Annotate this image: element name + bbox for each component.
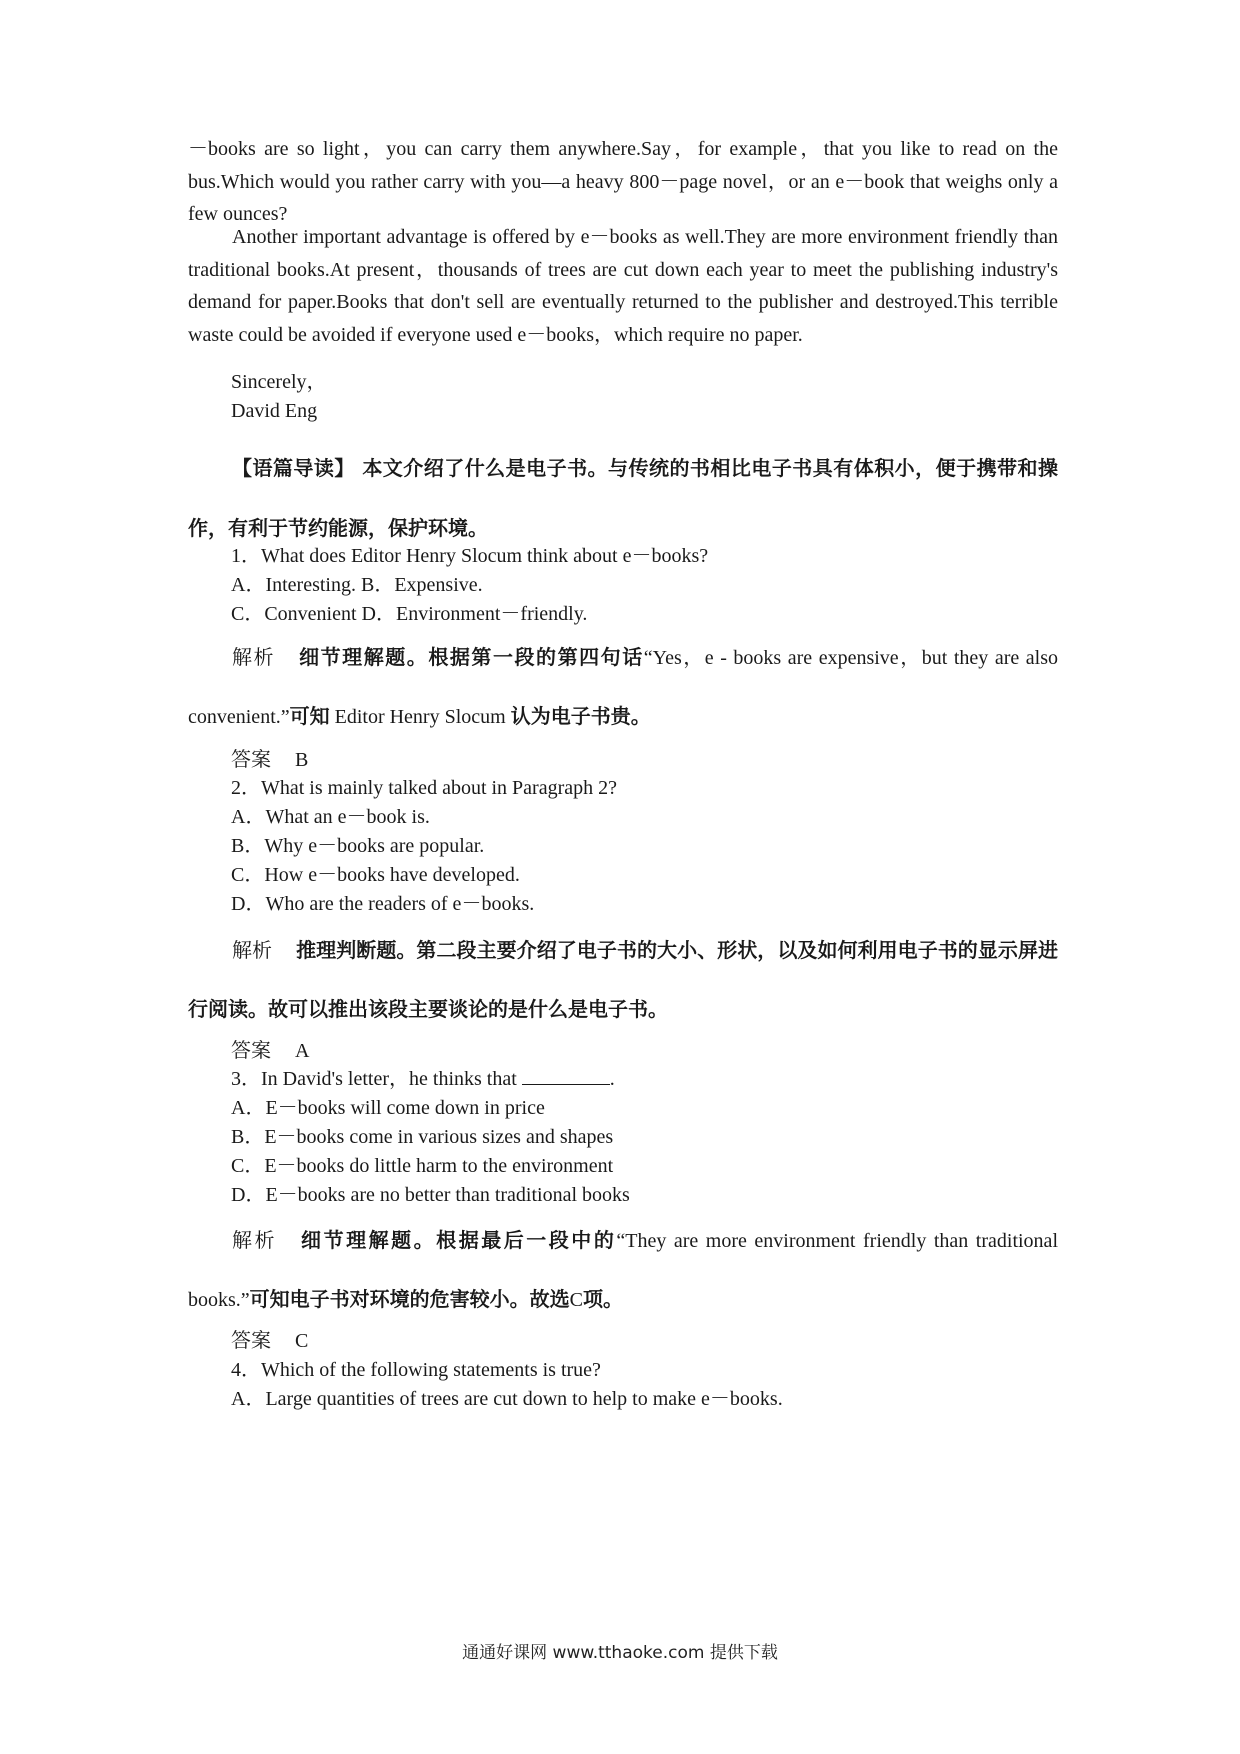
question-3-option-d: D．E－books are no better than traditional books: [231, 1184, 630, 1206]
question-2-stem: 2．What is mainly talked about in Paragraph 2?: [231, 777, 618, 799]
question-1-options-cd: [231, 601, 587, 627]
answer-value: C: [295, 1330, 309, 1352]
answer-label: 答案: [231, 1038, 271, 1062]
question-1-option-a: A．Interesting.: [231, 574, 356, 596]
letter-closing: Sincerely，: [231, 371, 327, 393]
letter-paragraph-1: －books are so light，you can carry them anywhere.Say，for example，that you like to read on the bus.Which would you rather carry with you—a heavy 800－page novel，or an e－book that weighs only a few ounces?: [188, 138, 1058, 225]
question-3-option-a: A．E－books will come down in price: [231, 1097, 545, 1119]
question-3-answer: [231, 1327, 308, 1354]
question-2-option-b: B．Why e－books are popular.: [231, 835, 485, 857]
question-1-option-b: B．Expensive.: [360, 574, 483, 596]
reading-guide-label: 【语篇导读】: [232, 456, 355, 480]
question-1-options-ab: [231, 572, 483, 598]
answer-value: B: [295, 749, 309, 771]
question-2-option-d: D．Who are the readers of e－books.: [231, 893, 535, 915]
question-1-option-d: D．Environment－friendly.: [361, 603, 588, 625]
question-2-option-c: C．How e－books have developed.: [231, 864, 520, 886]
answer-blank: [522, 1066, 610, 1085]
letter-signature: David Eng: [231, 400, 318, 422]
question-4-option-a: A．Large quantities of trees are cut down to help to make e－books.: [231, 1388, 783, 1410]
page-footer: 通通好课网 www.tthaoke.com 提供下载: [462, 1643, 778, 1663]
question-2-answer: [231, 1037, 309, 1064]
analysis-label: 解析: [232, 938, 273, 962]
question-2-option-a: A．What an e－book is.: [231, 806, 430, 828]
question-3-stem: 3．In David's letter，he thinks that .: [231, 1068, 615, 1090]
answer-label: 答案: [231, 1328, 271, 1352]
answer-value: A: [295, 1040, 310, 1062]
analysis-label: 解析: [232, 645, 276, 669]
reading-guide-text: 本文介绍了什么是电子书。与传统的书相比电子书具有体积小，便于携带和操作，有利于节约能源，保护环境。: [188, 456, 1059, 540]
analysis-label: 解析: [232, 1228, 278, 1252]
question-1-stem: 1．What does Editor Henry Slocum think about e－books?: [231, 545, 709, 567]
reading-guide: [188, 438, 1058, 558]
question-3-option-b: B．E－books come in various sizes and shapes: [231, 1126, 614, 1148]
letter-paragraph-2: Another important advantage is offered by e－books as well.They are more environment friendly than traditional books.At present，thousands of trees are cut down each year to meet the publishing industry's demand for paper.Books that don't sell are eventually returned to the publisher and destroyed.This terrible waste could be avoided if everyone used e－books，which require no paper.: [188, 226, 1058, 346]
question-3-option-c: C．E－books do little harm to the environment: [231, 1155, 614, 1177]
question-1-option-c: C．Convenient: [231, 603, 357, 625]
question-4-stem: 4．Which of the following statements is true?: [231, 1359, 601, 1381]
question-3-analysis: 解析 细节理解题。根据最后一段中的“They are more environment friendly than traditional books.”可知电子书对环境的危害较小。故选C项。: [188, 1228, 1058, 1311]
question-1-answer: [231, 746, 308, 773]
question-1-analysis: 解析 细节理解题。根据第一段的第四句话“Yes，e - books are expensive，but they are also convenient.”可知 Editor Henry Slocum 认为电子书贵。: [188, 645, 1059, 728]
answer-label: 答案: [231, 747, 271, 771]
question-2-analysis: 解析 推理判断题。第二段主要介绍了电子书的大小、形状，以及如何利用电子书的显示屏进行阅读。故可以推出该段主要谈论的是什么是电子书。: [188, 938, 1059, 1021]
